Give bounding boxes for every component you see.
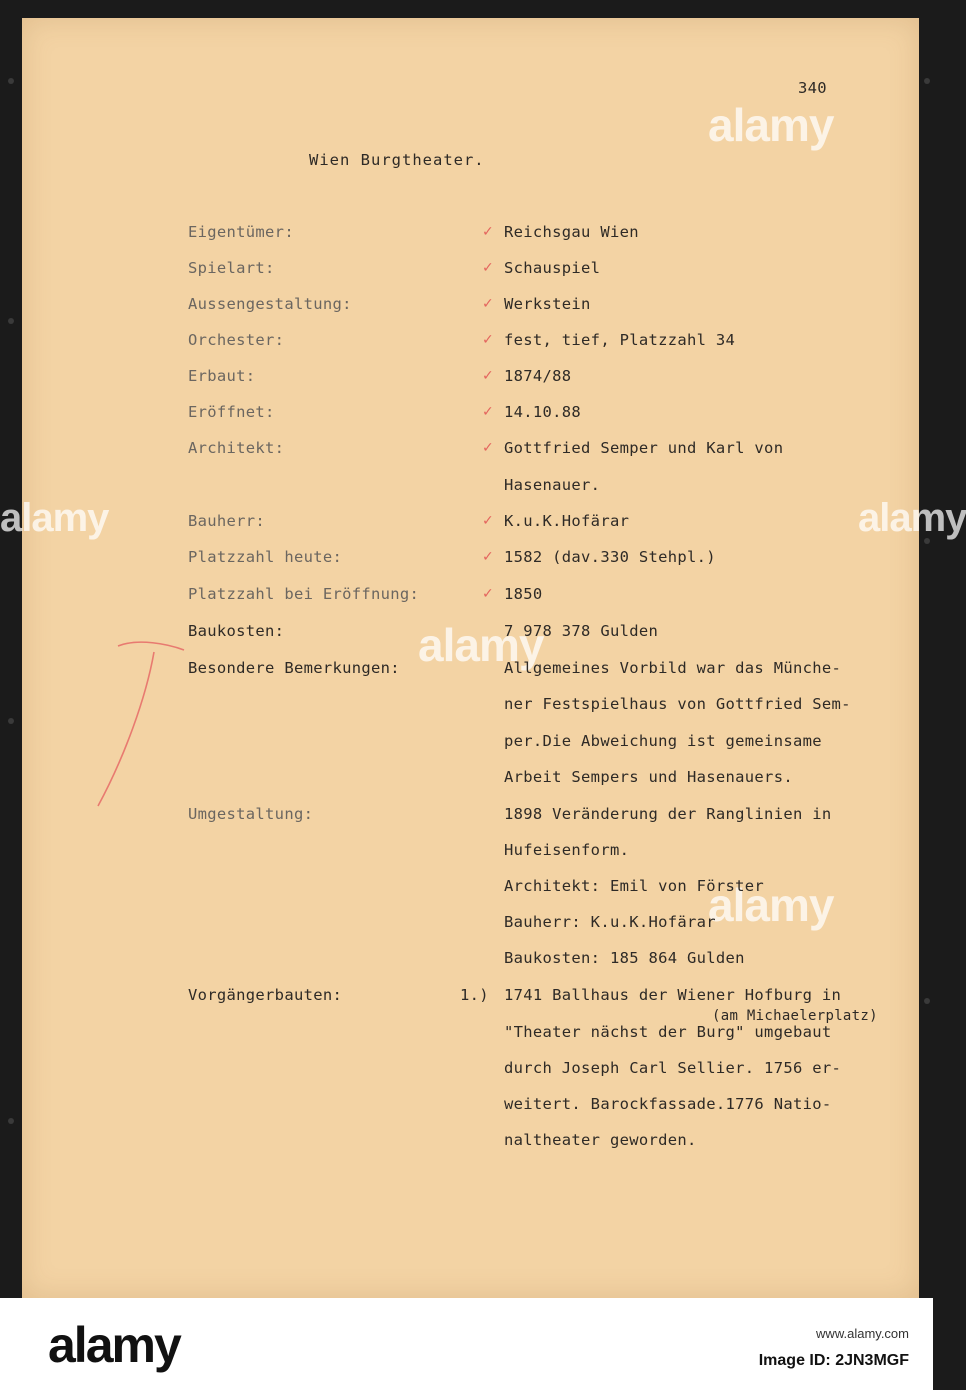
- check-mark-icon: ✓: [482, 440, 494, 456]
- watermark: alamy: [0, 496, 109, 540]
- document-page: [0, 18, 966, 1298]
- field-label: Spielart:: [188, 259, 275, 277]
- field-value: K.u.K.Hofärar: [504, 512, 630, 530]
- edge-hole: [8, 78, 14, 84]
- field-label: Eigentümer:: [188, 223, 294, 241]
- footer-url: www.alamy.com: [816, 1326, 909, 1341]
- field-value: 1582 (dav.330 Stehpl.): [504, 548, 716, 566]
- edge-hole: [924, 998, 930, 1004]
- section-label-bemerkungen: Besondere Bemerkungen:: [188, 659, 400, 677]
- vorgaengerbauten-line: weitert. Barockfassade.1776 Natio-: [504, 1095, 832, 1113]
- field-value-continued: Hasenauer.: [504, 476, 601, 494]
- watermark: alamy: [858, 496, 966, 540]
- field-label: Bauherr:: [188, 512, 266, 530]
- section-label-vorgaengerbauten: Vorgängerbauten:: [188, 986, 343, 1004]
- field-label: Architekt:: [188, 439, 285, 457]
- check-mark-icon: ✓: [482, 513, 494, 529]
- check-mark-icon: ✓: [482, 549, 494, 565]
- check-mark-icon: ✓: [482, 404, 494, 420]
- edge-hole: [924, 78, 930, 84]
- check-mark-icon: ✓: [482, 224, 494, 240]
- vorgaengerbauten-line: durch Joseph Carl Sellier. 1756 er-: [504, 1059, 842, 1077]
- bemerkungen-line: ner Festspielhaus von Gottfried Sem-: [504, 695, 851, 713]
- page-number: 340: [798, 79, 827, 97]
- field-value: fest, tief, Platzzahl 34: [504, 331, 736, 349]
- field-value: Schauspiel: [504, 259, 601, 277]
- section-label-umgestaltung: Umgestaltung:: [188, 805, 314, 823]
- field-label: Erbaut:: [188, 367, 256, 385]
- watermark: alamy: [418, 619, 544, 671]
- pencil-mark-icon: [88, 628, 188, 818]
- check-mark-icon: ✓: [482, 586, 494, 602]
- field-value: Reichsgau Wien: [504, 223, 639, 241]
- umgestaltung-line: Hufeisenform.: [504, 841, 630, 859]
- bemerkungen-line: Allgemeines Vorbild war das Münche-: [504, 659, 842, 677]
- edge-hole: [8, 718, 14, 724]
- vorgaengerbauten-line: 1741 Ballhaus der Wiener Hofburg in: [504, 986, 842, 1004]
- field-label: Platzzahl heute:: [188, 548, 343, 566]
- watermark: alamy: [708, 99, 834, 151]
- vorgaengerbauten-line: naltheater geworden.: [504, 1131, 697, 1149]
- check-mark-icon: ✓: [482, 296, 494, 312]
- field-label: Baukosten:: [188, 622, 285, 640]
- bemerkungen-line: Arbeit Sempers und Hasenauers.: [504, 768, 793, 786]
- stock-footer: [0, 1298, 933, 1390]
- check-mark-icon: ✓: [482, 368, 494, 384]
- image-id: Image ID: 2JN3MGF: [758, 1352, 909, 1369]
- list-number: 1.): [460, 986, 489, 1004]
- umgestaltung-line: Baukosten: 185 864 Gulden: [504, 949, 745, 967]
- vorgaengerbauten-line: "Theater nächst der Burg" umgebaut: [504, 1023, 832, 1041]
- field-value: 7 978 378 Gulden: [504, 622, 659, 640]
- field-label: Aussengestaltung:: [188, 295, 352, 313]
- umgestaltung-line: Bauherr: K.u.K.Hofärar: [504, 913, 716, 931]
- bemerkungen-line: per.Die Abweichung ist gemeinsame: [504, 732, 822, 750]
- field-value: Werkstein: [504, 295, 591, 313]
- field-label: Orchester:: [188, 331, 285, 349]
- edge-hole: [8, 1118, 14, 1124]
- field-value: 14.10.88: [504, 403, 582, 421]
- field-value: 1874/88: [504, 367, 572, 385]
- field-value: Gottfried Semper und Karl von: [504, 439, 784, 457]
- field-label: Platzzahl bei Eröffnung:: [188, 585, 420, 603]
- inserted-note: (am Michaelerplatz): [712, 1008, 878, 1024]
- check-mark-icon: ✓: [482, 332, 494, 348]
- umgestaltung-line: 1898 Veränderung der Ranglinien in: [504, 805, 832, 823]
- alamy-logo: alamy: [48, 1317, 180, 1373]
- check-mark-icon: ✓: [482, 260, 494, 276]
- field-label: Eröffnet:: [188, 403, 275, 421]
- document-title: Wien Burgtheater.: [309, 151, 485, 169]
- umgestaltung-line: Architekt: Emil von Förster: [504, 877, 765, 895]
- field-value: 1850: [504, 585, 543, 603]
- edge-hole: [8, 318, 14, 324]
- watermark: alamy: [708, 879, 834, 931]
